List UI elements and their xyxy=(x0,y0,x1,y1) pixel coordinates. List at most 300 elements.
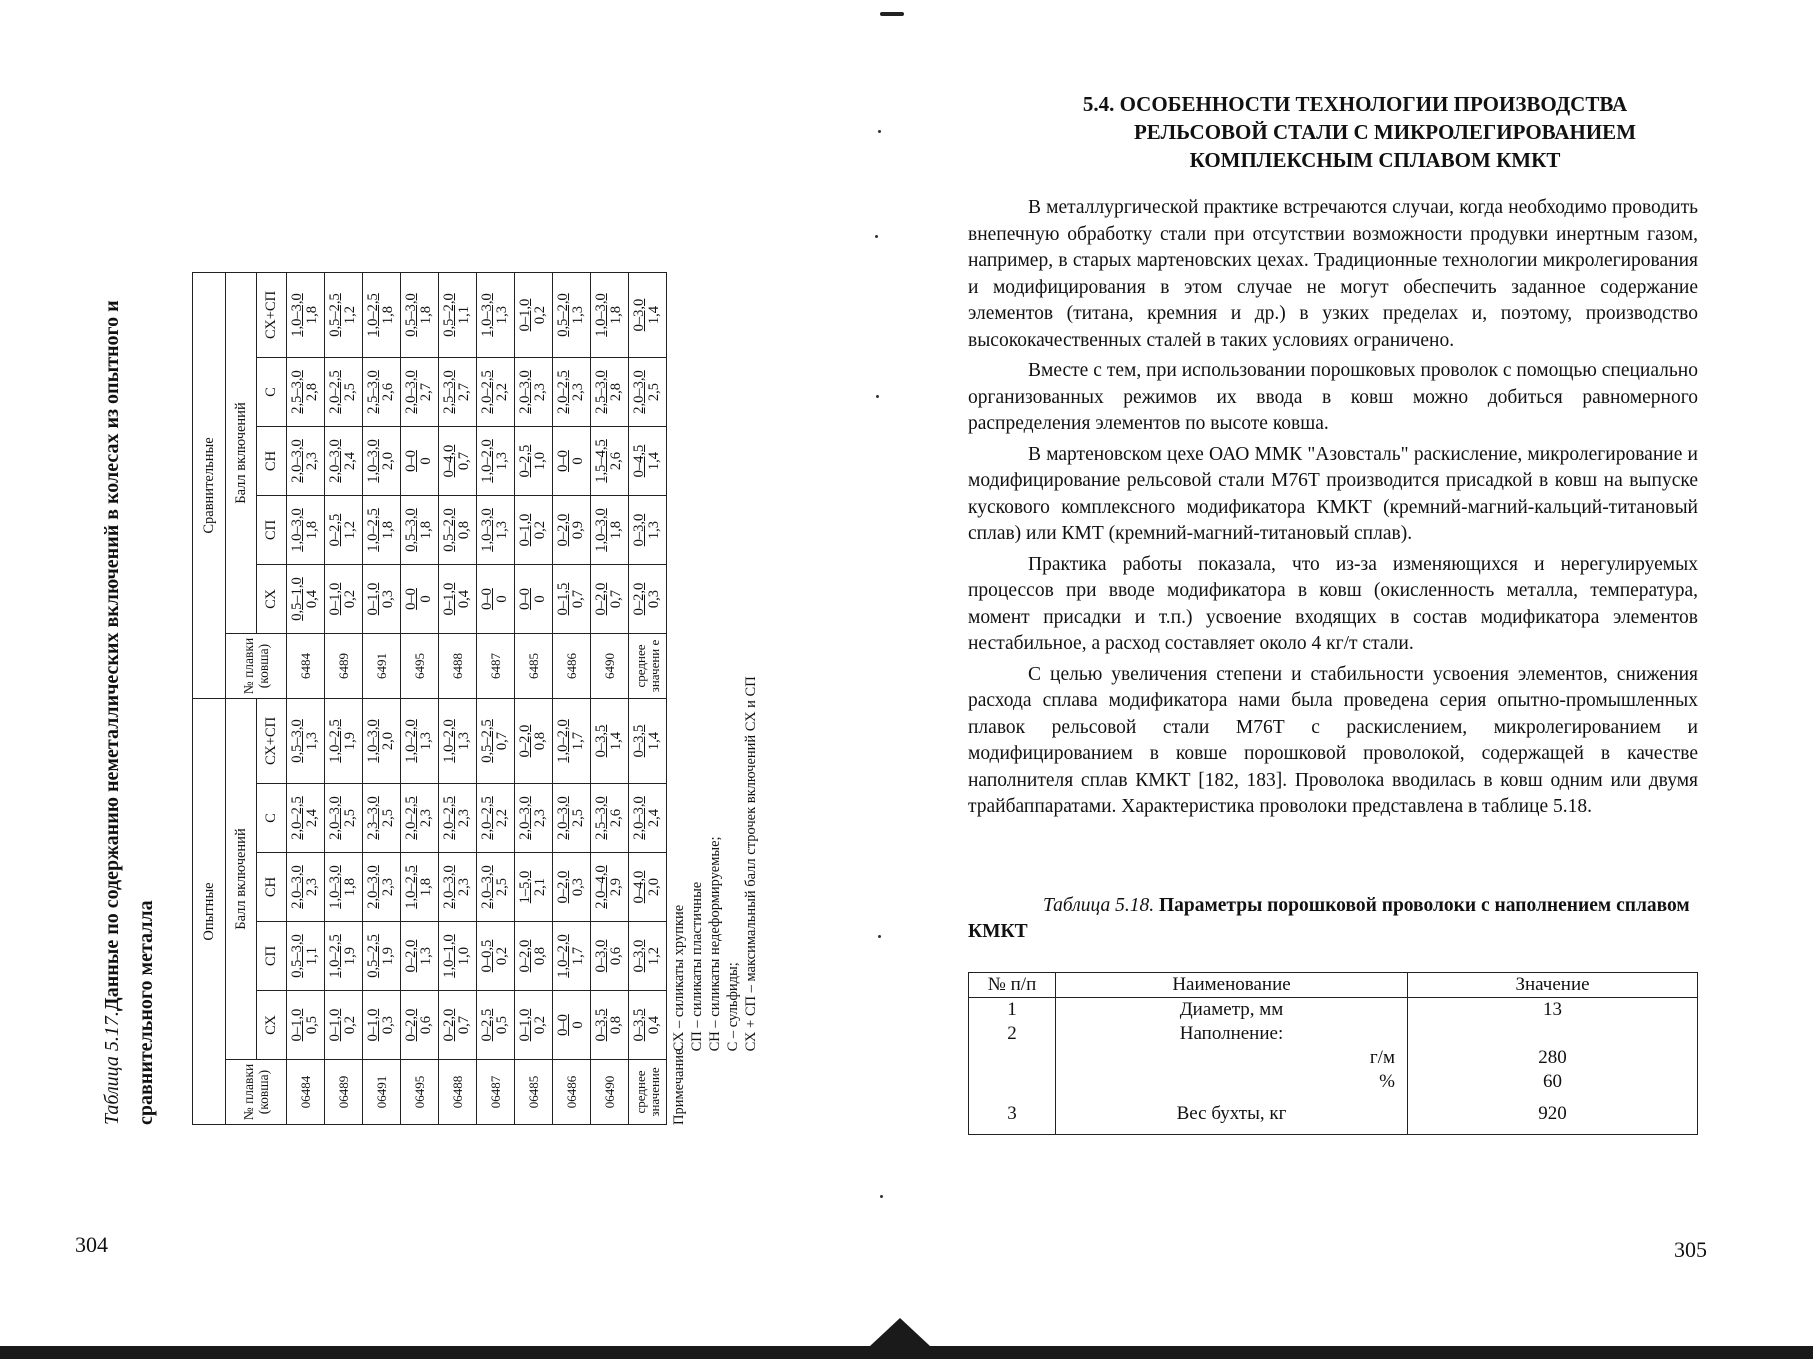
score-average: 0,7 xyxy=(608,589,624,609)
heat-number: 06489 xyxy=(325,1060,363,1125)
score-range: 0–2,5 xyxy=(327,513,343,547)
score-average: 2,5 xyxy=(342,382,358,402)
score-range: 1,0–3,0 xyxy=(289,508,305,552)
left-page-rotated-content xyxy=(95,180,759,1125)
score-average: 0,3 xyxy=(646,589,662,609)
score-range: 0–2,0 xyxy=(403,1008,419,1042)
score-range: 2,5–3,0 xyxy=(365,370,381,414)
col-header-value: Значение xyxy=(1408,973,1698,998)
spine-dot xyxy=(878,130,881,133)
score-cell xyxy=(629,358,667,427)
row-name: Наполнение: xyxy=(1056,1022,1408,1046)
score-cell xyxy=(477,784,515,853)
heat-number: 06490 xyxy=(591,1060,629,1125)
heat-number: 06487 xyxy=(477,1060,515,1125)
score-cell xyxy=(363,565,401,634)
score-range: 0,5–3,0 xyxy=(403,293,419,337)
score-cell xyxy=(515,699,553,784)
score-range: 1,0–1,0 xyxy=(441,934,457,978)
score-average: 1,9 xyxy=(342,731,358,751)
score-cell xyxy=(477,358,515,427)
paragraph: Практика работы показала, что из-за изменяющихся и нерегулируемых процессов при вводе модификатора в ковш (окисленность металла, температура, момент присадки и т.п.) усвоение входящих в состав модификатора элементов нестабильное, а расход составляет около 4 кг/т стали. xyxy=(968,553,1698,654)
table-5-18-title: Параметры порошковой проволоки с наполнением сплавом КМКТ xyxy=(968,895,1690,942)
scan-shadow xyxy=(870,1318,930,1346)
score-range: 0–3,5 xyxy=(593,724,609,758)
score-average: 0,2 xyxy=(494,946,510,966)
score-average: 2,2 xyxy=(494,382,510,402)
score-average: 1,3 xyxy=(418,946,434,966)
score-average: 1,8 xyxy=(304,305,320,325)
score-cell xyxy=(363,991,401,1060)
score-cell xyxy=(439,565,477,634)
score-cell xyxy=(439,922,477,991)
score-average: 1,8 xyxy=(380,520,396,540)
score-cell xyxy=(325,699,363,784)
score-range: 0,5–3,0 xyxy=(289,934,305,978)
paragraph: Вместе с тем, при использовании порошковых проволок с помощью специально организованных режимов их ввода в ковш можно добиться равномерного распределения элементов по высоте ковша. xyxy=(968,360,1698,434)
score-range: 1,0–2,5 xyxy=(327,934,343,978)
score-range: 1,0–3,0 xyxy=(593,293,609,337)
score-cell xyxy=(287,922,325,991)
score-cell xyxy=(401,496,439,565)
score-cell xyxy=(401,853,439,922)
heat-number: 06485 xyxy=(515,1060,553,1125)
score-cell xyxy=(439,273,477,358)
notes-label: Примечание. xyxy=(671,1044,687,1125)
score-range: 0,5–2,0 xyxy=(441,293,457,337)
score-average: 2,3 xyxy=(380,877,396,897)
heat-number: 6485 xyxy=(515,634,553,699)
score-range: 2,0–2,5 xyxy=(289,796,305,840)
score-average: 1,8 xyxy=(418,305,434,325)
row-number: 3 xyxy=(969,1094,1056,1134)
score-cell xyxy=(287,784,325,853)
score-cell xyxy=(591,922,629,991)
table-row xyxy=(969,1070,1698,1094)
score-range: 0–1,0 xyxy=(289,1008,305,1042)
score-average: 0,9 xyxy=(570,520,586,540)
score-range: 2,5–3,0 xyxy=(593,796,609,840)
subheader-c-cmp: С xyxy=(257,358,287,427)
score-average: 1,2 xyxy=(342,305,358,325)
score-cell xyxy=(401,991,439,1060)
score-cell xyxy=(553,853,591,922)
score-average: 1,4 xyxy=(646,451,662,471)
score-average: 0 xyxy=(494,595,510,603)
score-range: 0–1,0 xyxy=(517,298,533,332)
row-value: 280 xyxy=(1408,1046,1698,1070)
score-average: 2,6 xyxy=(608,451,624,471)
score-range: 2,5–3,0 xyxy=(289,370,305,414)
score-average: 0 xyxy=(570,1021,586,1029)
score-cell xyxy=(363,427,401,496)
score-cell xyxy=(515,427,553,496)
score-average: 2,4 xyxy=(646,808,662,828)
table-5-17 xyxy=(192,272,667,1125)
score-average: 2,4 xyxy=(342,451,358,471)
note-item: СП – силикаты пластичные xyxy=(689,881,705,1052)
score-cell xyxy=(477,922,515,991)
score-cell xyxy=(325,565,363,634)
score-average: 0,4 xyxy=(456,589,472,609)
score-cell xyxy=(287,991,325,1060)
score-range: 1,0–3,0 xyxy=(289,293,305,337)
score-range: 0–1,0 xyxy=(517,513,533,547)
score-average: 1,9 xyxy=(380,946,396,966)
score-range: 1,0–2,0 xyxy=(441,719,457,763)
heat-number: 6490 xyxy=(591,634,629,699)
score-average: 2,8 xyxy=(304,382,320,402)
heat-number: 06491 xyxy=(363,1060,401,1125)
score-cell xyxy=(629,427,667,496)
subheader-sum-cmp: СХ+СП xyxy=(257,273,287,358)
table-5-18 xyxy=(968,972,1698,1135)
score-cell xyxy=(325,922,363,991)
row-number: 2 xyxy=(969,1022,1056,1046)
score-range: 1,0–2,5 xyxy=(327,719,343,763)
score-cell xyxy=(477,853,515,922)
row-number xyxy=(969,1046,1056,1070)
score-cell xyxy=(363,853,401,922)
score-range: 0–0 xyxy=(403,450,419,472)
heat-number: 6491 xyxy=(363,634,401,699)
score-average: 2,3 xyxy=(532,808,548,828)
heat-number: 6489 xyxy=(325,634,363,699)
spine-dot xyxy=(880,1195,883,1198)
row-number: 1 xyxy=(969,998,1056,1023)
score-average: 2,0 xyxy=(646,877,662,897)
page-number-left: 304 xyxy=(75,1232,108,1257)
score-average: 1,3 xyxy=(494,451,510,471)
score-average: 2,5 xyxy=(380,808,396,828)
row-value xyxy=(1408,1022,1698,1046)
score-cell xyxy=(477,565,515,634)
score-average: 2,5 xyxy=(494,877,510,897)
score-cell xyxy=(629,853,667,922)
score-range: 0–1,5 xyxy=(555,582,571,616)
score-cell xyxy=(591,358,629,427)
score-range: 1,0–2,5 xyxy=(365,293,381,337)
score-cell xyxy=(553,358,591,427)
row-number xyxy=(969,1070,1056,1094)
heat-number: 06486 xyxy=(553,1060,591,1125)
score-average: 2,3 xyxy=(456,808,472,828)
score-cell xyxy=(591,991,629,1060)
score-range: 2,0–2,5 xyxy=(479,796,495,840)
score-average: 2,1 xyxy=(532,877,548,897)
score-average: 1,3 xyxy=(646,520,662,540)
subheader-sp-cmp: СП xyxy=(257,496,287,565)
score-cell xyxy=(553,991,591,1060)
score-range: 1,0–3,0 xyxy=(365,719,381,763)
table-row xyxy=(969,1022,1698,1046)
scores-header-cmp: Балл включений xyxy=(226,273,257,634)
score-range: 2,0–3,0 xyxy=(365,865,381,909)
score-average: 0 xyxy=(418,457,434,465)
table-row xyxy=(969,1094,1698,1134)
scan-mark xyxy=(880,12,904,16)
row-name: г/м xyxy=(1056,1046,1408,1070)
heading-line-2: РЕЛЬСОВОЙ СТАЛИ С МИКРОЛЕГИРОВАНИЕМ xyxy=(1133,120,1637,144)
score-range: 0–2,0 xyxy=(517,939,533,973)
score-cell xyxy=(591,784,629,853)
table-5-17-caption xyxy=(95,180,163,1125)
score-range: 0,5–3,0 xyxy=(403,508,419,552)
score-cell xyxy=(553,784,591,853)
score-range: 2,0–3,0 xyxy=(289,439,305,483)
score-cell xyxy=(591,496,629,565)
score-range: 0–2,0 xyxy=(403,939,419,973)
score-average: 2,5 xyxy=(646,382,662,402)
score-cell xyxy=(287,699,325,784)
table-row xyxy=(969,998,1698,1023)
col-header-name: Наименование xyxy=(1056,973,1408,998)
paragraph: В мартеновском цехе ОАО ММК "Азовсталь" раскисление, микролегирование и модифицирование рельсовой стали М76Т производится присадкой в ковш на выпуске кускового комплексного модификатора КМКТ (кремний-магний-кальций-титановый сплав) или КМТ (кремний-магний-титановый сплав). xyxy=(968,443,1698,544)
heat-header-cmp: № плавки (ковша) xyxy=(226,634,287,699)
row-value: 13 xyxy=(1408,998,1698,1023)
spine-dot xyxy=(876,395,879,398)
table-row xyxy=(515,273,553,1125)
score-cell xyxy=(401,358,439,427)
score-range: 0–3,0 xyxy=(593,939,609,973)
score-average: 1,3 xyxy=(570,305,586,325)
score-range: 2,0–3,0 xyxy=(479,865,495,909)
score-range: 2,5–3,0 xyxy=(593,370,609,414)
score-average: 1,7 xyxy=(570,946,586,966)
score-average: 1,3 xyxy=(418,731,434,751)
note-item: СХ – силикаты хрупкие xyxy=(671,904,687,1052)
heat-number: 6487 xyxy=(477,634,515,699)
score-range: 0,5–2,5 xyxy=(327,293,343,337)
score-cell xyxy=(515,784,553,853)
score-average: 0,6 xyxy=(608,946,624,966)
score-range: 0,5–2,0 xyxy=(441,508,457,552)
score-range: 1,0–3,0 xyxy=(365,439,381,483)
score-cell xyxy=(325,427,363,496)
score-cell xyxy=(325,991,363,1060)
score-cell xyxy=(553,699,591,784)
score-cell xyxy=(401,699,439,784)
score-cell xyxy=(401,273,439,358)
paragraph: С целью увеличения степени и стабильности усвоения элементов, снижения расхода сплава модификатора нами была проведена серия опытно-промышленных плавок рельсовой стали М76Т с раскислением, микролегированием и модифицированием в ковше порошковой проволокой, содержащей в качестве наполнителя сплав КМКТ [182, 183]. Проволока вводилась в ковш одним или двумя трайбаппаратами. Характеристика проволоки представлена в таблице 5.18. xyxy=(968,663,1698,817)
score-range: 0–1,0 xyxy=(327,582,343,616)
heading-line-1: 5.4. ОСОБЕННОСТИ ТЕХНОЛОГИИ ПРОИЗВОДСТВА xyxy=(1082,92,1628,116)
score-range: 0–3,0 xyxy=(631,298,647,332)
score-cell xyxy=(287,565,325,634)
score-average: 0,3 xyxy=(380,1015,396,1035)
score-cell xyxy=(363,496,401,565)
score-range: 1,0–3,0 xyxy=(327,865,343,909)
score-range: 0,5–2,0 xyxy=(555,293,571,337)
score-range: 1,0–2,5 xyxy=(365,508,381,552)
score-cell xyxy=(401,922,439,991)
score-cell xyxy=(515,565,553,634)
score-range: 2,0–3,0 xyxy=(517,796,533,840)
score-average: 1,2 xyxy=(646,946,662,966)
score-average: 1,2 xyxy=(342,520,358,540)
subheader-c-exp: С xyxy=(257,784,287,853)
score-cell xyxy=(325,496,363,565)
score-average: 1,8 xyxy=(418,520,434,540)
score-range: 0–2,5 xyxy=(479,1008,495,1042)
heat-number: 6486 xyxy=(553,634,591,699)
score-cell xyxy=(477,991,515,1060)
table-row xyxy=(401,273,439,1125)
score-range: 1–5,0 xyxy=(517,870,533,904)
score-range: 0–2,0 xyxy=(555,513,571,547)
score-range: 2,0–3,0 xyxy=(631,796,647,840)
score-average: 2,5 xyxy=(570,808,586,828)
table-row xyxy=(969,1046,1698,1070)
col-header-number: № п/п xyxy=(969,973,1056,998)
score-cell xyxy=(553,565,591,634)
score-range: 1,0–2,0 xyxy=(555,934,571,978)
subheader-sp-exp: СП xyxy=(257,922,287,991)
subheader-sx-cmp: СХ xyxy=(257,565,287,634)
score-cell xyxy=(515,496,553,565)
score-average: 1,3 xyxy=(494,520,510,540)
score-range: 0–2,5 xyxy=(517,444,533,478)
score-range: 1,0–3,0 xyxy=(593,508,609,552)
score-cell xyxy=(591,273,629,358)
score-range: 2,0–2,5 xyxy=(441,796,457,840)
score-cell xyxy=(439,358,477,427)
score-cell xyxy=(325,358,363,427)
score-average: 2,6 xyxy=(380,382,396,402)
score-range: 0–3,0 xyxy=(631,939,647,973)
subheader-sn-cmp: СН xyxy=(257,427,287,496)
score-average: 2,2 xyxy=(494,808,510,828)
score-cell xyxy=(477,427,515,496)
score-range: 0–4,0 xyxy=(631,870,647,904)
score-cell xyxy=(629,273,667,358)
score-average: 0,7 xyxy=(456,451,472,471)
score-average: 1,1 xyxy=(304,946,320,966)
score-range: 0–3,0 xyxy=(631,513,647,547)
score-cell xyxy=(439,991,477,1060)
score-range: 0–3,5 xyxy=(631,724,647,758)
score-range: 2,0–3,0 xyxy=(327,796,343,840)
score-cell xyxy=(629,699,667,784)
score-cell xyxy=(629,496,667,565)
score-average: 2,4 xyxy=(304,808,320,828)
score-average: 2,5 xyxy=(342,808,358,828)
score-cell xyxy=(287,427,325,496)
score-cell xyxy=(553,496,591,565)
score-cell xyxy=(401,565,439,634)
score-average: 0,8 xyxy=(456,520,472,540)
score-cell xyxy=(363,922,401,991)
table-row xyxy=(287,273,325,1125)
score-range: 1,0–2,0 xyxy=(555,719,571,763)
score-average: 0,5 xyxy=(304,1015,320,1035)
note-item: СХ + СП – максимальный балл строчек включений СХ и СП xyxy=(743,676,759,1052)
table-row xyxy=(439,273,477,1125)
score-range: 2,5–3,0 xyxy=(441,370,457,414)
score-cell xyxy=(325,273,363,358)
score-average: 2,0 xyxy=(380,451,396,471)
score-average: 0,8 xyxy=(532,946,548,966)
score-average: 1,3 xyxy=(304,731,320,751)
score-range: 0–0 xyxy=(479,588,495,610)
score-average: 0,7 xyxy=(456,1015,472,1035)
scores-header-exp: Балл включений xyxy=(226,699,257,1060)
score-average: 0,2 xyxy=(532,305,548,325)
score-range: 0–1,0 xyxy=(517,1008,533,1042)
table-row xyxy=(591,273,629,1125)
score-average: 1,0 xyxy=(456,946,472,966)
score-cell xyxy=(629,565,667,634)
score-range: 0,5–3,0 xyxy=(289,719,305,763)
heat-number: 06488 xyxy=(439,1060,477,1125)
score-range: 0–0 xyxy=(555,450,571,472)
score-average: 0 xyxy=(570,457,586,465)
score-range: 0–4,0 xyxy=(441,444,457,478)
table-5-17-label: Таблица 5.17. xyxy=(101,1011,123,1125)
score-range: 2,0–2,5 xyxy=(403,796,419,840)
score-range: 2,0–3,0 xyxy=(555,796,571,840)
notes-list xyxy=(670,676,760,1051)
score-average: 0,7 xyxy=(494,731,510,751)
table-5-17-notes xyxy=(670,180,760,1125)
score-cell xyxy=(363,358,401,427)
table-5-18-label: Таблица 5.18. xyxy=(1043,895,1155,916)
score-cell xyxy=(439,784,477,853)
score-range: 2,0–3,0 xyxy=(441,865,457,909)
score-average: 1,8 xyxy=(608,520,624,540)
score-average: 2,3 xyxy=(532,382,548,402)
score-range: 0–1,0 xyxy=(365,1008,381,1042)
body-text xyxy=(968,195,1698,825)
row-value: 920 xyxy=(1408,1094,1698,1134)
spine-dot xyxy=(878,935,881,938)
score-range: 0–0 xyxy=(555,1014,571,1036)
score-average: 1,1 xyxy=(456,305,472,325)
score-range: 0–2,0 xyxy=(631,582,647,616)
spine-dot xyxy=(875,235,878,238)
score-average: 0,8 xyxy=(608,1015,624,1035)
score-average: 2,3 xyxy=(418,808,434,828)
score-average: 1,3 xyxy=(456,731,472,751)
row-value: 60 xyxy=(1408,1070,1698,1094)
score-average: 2,9 xyxy=(608,877,624,897)
table-row xyxy=(363,273,401,1125)
score-cell xyxy=(553,273,591,358)
score-range: 0–1,0 xyxy=(441,582,457,616)
score-cell xyxy=(629,784,667,853)
table-row xyxy=(629,273,667,1125)
score-average: 0 xyxy=(532,595,548,603)
score-range: 0–0,5 xyxy=(479,939,495,973)
score-range: 2,0–3,0 xyxy=(631,370,647,414)
score-average: 1,4 xyxy=(608,731,624,751)
subheader-sn-exp: СН xyxy=(257,853,287,922)
heat-number: 6484 xyxy=(287,634,325,699)
group-experimental: Опытные xyxy=(193,699,226,1125)
note-item: С – сульфиды; xyxy=(725,962,741,1052)
table-row xyxy=(477,273,515,1125)
score-range: 0–3,5 xyxy=(593,1008,609,1042)
score-cell xyxy=(401,427,439,496)
score-cell xyxy=(287,496,325,565)
score-range: 1,0–3,0 xyxy=(479,293,495,337)
score-average: 1,0 xyxy=(532,451,548,471)
score-average: 0,2 xyxy=(532,520,548,540)
score-cell xyxy=(591,427,629,496)
score-average: 1,8 xyxy=(342,877,358,897)
score-range: 1,5–4,5 xyxy=(593,439,609,483)
group-comparative: Сравнительные xyxy=(193,273,226,699)
